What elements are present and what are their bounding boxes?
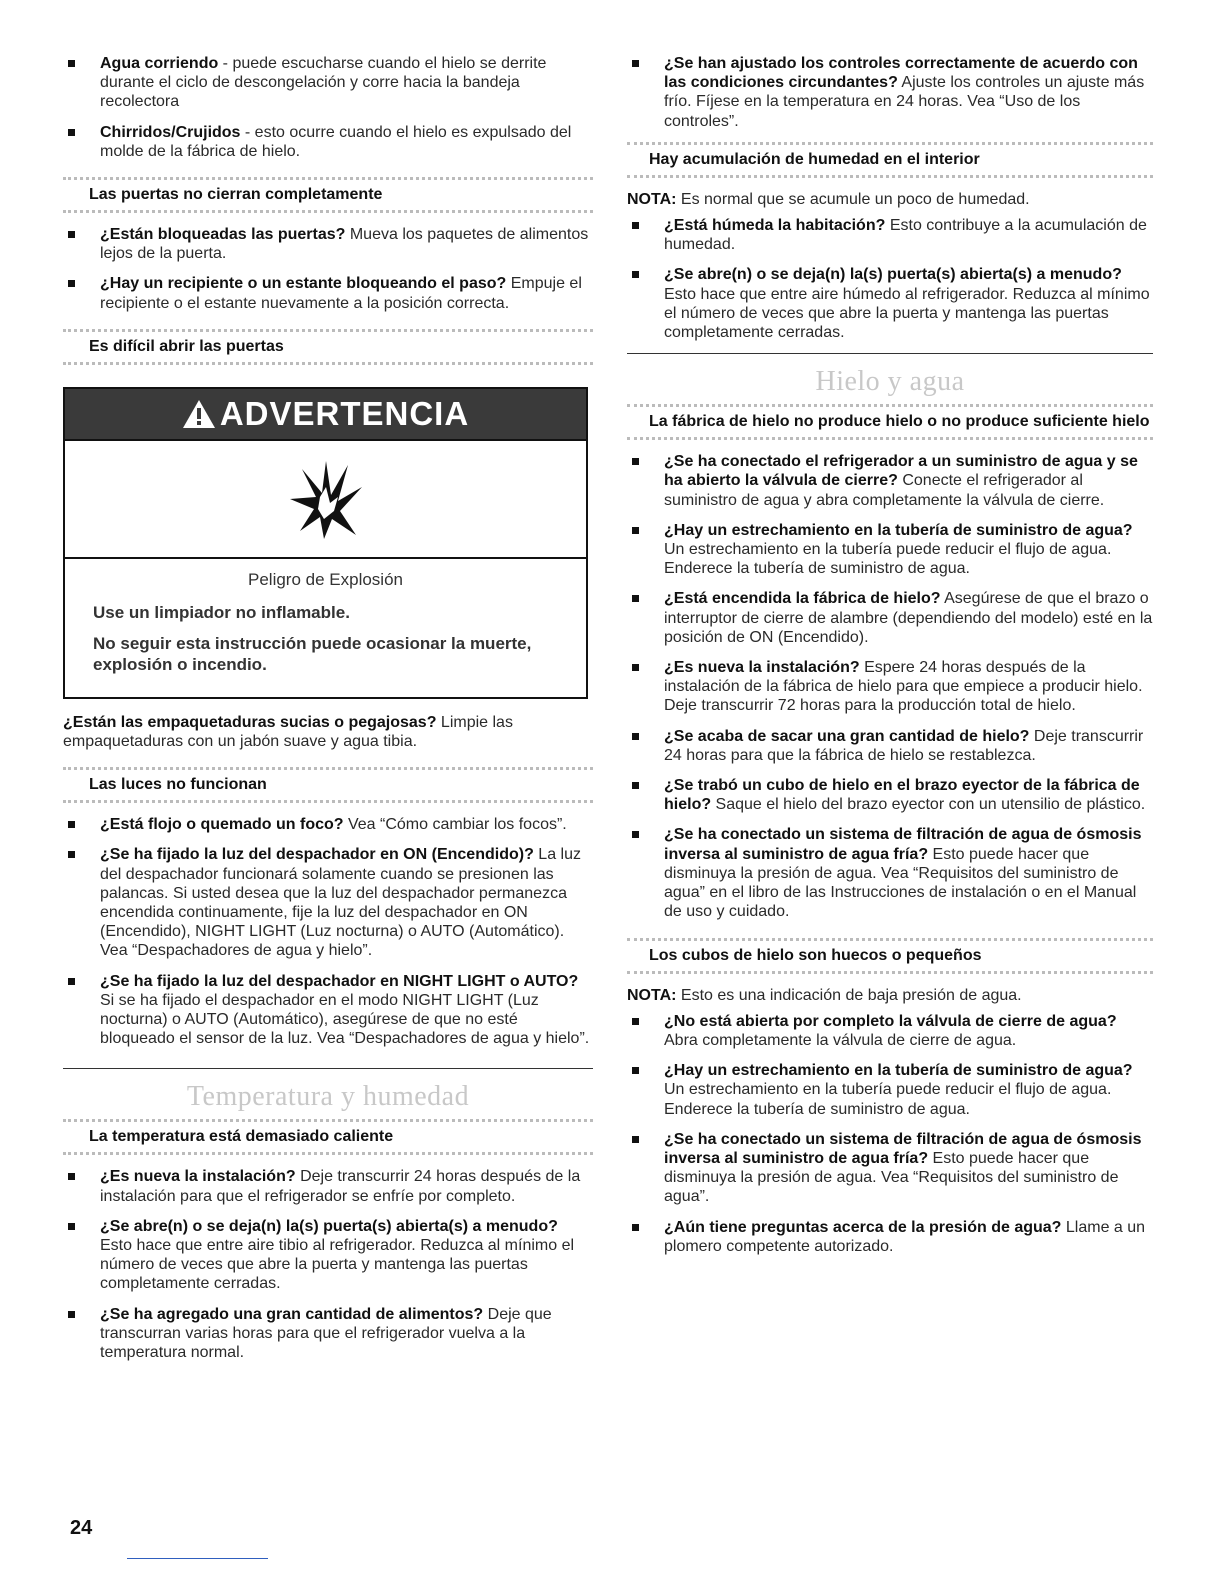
list-item <box>627 216 1153 254</box>
warning-title: ADVERTENCIA <box>219 394 470 432</box>
subheading-text: La temperatura está demasiado caliente <box>89 1128 394 1146</box>
list-item <box>63 1167 593 1205</box>
item-title: ¿Se abre(n) o se deja(n) la(s) puerta(s) abierta(s) a menudo? <box>664 266 1122 284</box>
item-title: ¿Se ha conectado un sistema de filtración de agua de ósmosis inversa al suministro de agua fría? <box>664 826 1142 863</box>
list-item <box>63 225 593 263</box>
subheading-doors-open <box>63 329 593 365</box>
list-item <box>627 265 1153 342</box>
warning-box <box>63 387 588 699</box>
item-title: ¿Están bloqueadas las puertas? <box>100 226 346 244</box>
item-title: ¿Está flojo o quemado un foco? <box>100 816 344 834</box>
warning-hazard: Peligro de Explosión <box>248 569 403 589</box>
subheading-ice <box>627 404 1153 440</box>
list-item <box>627 1130 1153 1207</box>
item-title: ¿Se ha fijado la luz del despachador en ON (Encendido)? <box>100 846 534 864</box>
right-column <box>627 54 1153 1267</box>
item-title: Agua corriendo <box>100 55 219 72</box>
warning-line: No seguir esta instrucción puede ocasionar la muerte, explosión o incendio. <box>93 633 532 674</box>
item-text: Vea “Cómo cambiar los focos”. <box>343 816 567 834</box>
item-text: Deje transcurrir 24 horas después de la instalación para que el refrigerador se enfríe por completo. <box>100 1168 581 1205</box>
list-item <box>627 54 1153 131</box>
item-title: Chirridos/Crujidos <box>100 123 241 141</box>
subheading-lights <box>63 767 593 803</box>
item-text: Conecte el refrigerador al suministro de agua y abra completamente la válvula de cierre. <box>664 472 1105 509</box>
list-item <box>627 589 1153 647</box>
item-text: Deje transcurrir 24 horas para que la fábrica de hielo se restablezca. <box>664 727 1144 764</box>
note-text: Es normal que se acumule un poco de humedad. <box>676 190 1030 208</box>
item-title: ¿Se abre(n) o se deja(n) la(s) puerta(s) abierta(s) a menudo? <box>100 1217 558 1235</box>
subheading-text: Es difícil abrir las puertas <box>89 337 284 355</box>
item-title: ¿Está encendida la fábrica de hielo? <box>664 590 941 608</box>
explosion-pictogram <box>65 441 586 559</box>
warning-line: Use un limpiador no inflamable. <box>93 602 350 622</box>
list-item <box>63 1217 593 1294</box>
list-item <box>63 54 593 112</box>
list-item <box>63 972 593 1049</box>
item-text: Asegúrese de que el brazo o interruptor de cierre de alambre (dependiendo del modelo) esté en la posición de ON (Encendido). <box>664 590 1153 646</box>
list-item <box>627 1012 1153 1050</box>
subheading-text: Las puertas no cierran completamente <box>89 186 383 204</box>
subheading-humidity <box>627 142 1153 178</box>
item-title: ¿Es nueva la instalación? <box>100 1168 296 1186</box>
item-title: ¿Están las empaquetaduras sucias o pegajosas? <box>63 713 437 731</box>
list-item <box>627 452 1153 510</box>
item-text: - esto ocurre cuando el hielo es expulsado del molde de la fábrica de hielo. <box>100 123 572 160</box>
item-text: Esto hace que entre aire húmedo al refrigerador. Reduzca al mínimo el número de veces que abre la puerta y mantenga las puertas completamente cerradas. <box>664 285 1150 342</box>
note-label: NOTA: <box>627 190 677 208</box>
item-text: Abra completamente la válvula de cierre de agua. <box>664 1031 1017 1049</box>
subheading-text: Hay acumulación de humedad en el interior <box>649 150 980 168</box>
paragraph <box>63 713 593 751</box>
item-text: - puede escucharse cuando el hielo se derrite durante el ciclo de descongelación y corre hacia la bandeja recolectora <box>100 55 547 111</box>
list-item <box>63 845 593 960</box>
explosion-icon <box>286 457 366 541</box>
section-rule <box>63 1068 593 1069</box>
item-text: Si se ha fijado el despachador en el modo NIGHT LIGHT (Luz nocturna) o AUTO (Automático), asegúrese de que no esté bloqueado el sensor de la luz. Vea “Despachadores de agua y hielo”. <box>100 991 590 1048</box>
subheading-text: Las luces no funcionan <box>89 776 267 794</box>
item-text: Saque el hielo del brazo eyector con un utensilio de plástico. <box>711 796 1146 814</box>
note-label: NOTA: <box>627 986 677 1004</box>
item-text: La luz del despachador funcionará solamente cuando se presionen las palancas. Si usted desea que la luz del despachador permanezca encendida continuamente, fije la luz del despachador en ON (Encendido), NIGHT LIGHT (Luz nocturna) o AUTO (Automático). Vea “Despachadores de agua y hielo”. <box>100 846 581 960</box>
subheading-temp <box>63 1119 593 1155</box>
item-text: Esto contribuye a la acumulación de humedad. <box>664 217 1147 254</box>
item-text: Llame a un plomero competente autorizado. <box>664 1218 1146 1255</box>
item-text: Un estrechamiento en la tubería puede reducir el flujo de agua. Enderece la tubería de suministro de agua. <box>664 1081 1112 1118</box>
item-text: Esto puede hacer que disminuya la presión de agua. Vea “Requisitos del suministro de agua”. <box>664 1149 1119 1206</box>
subheading-doors-close <box>63 177 593 213</box>
item-text: Ajuste los controles un ajuste más frío. Fíjese en la temperatura en 24 horas. Vea “Uso de los controles”. <box>664 74 1145 130</box>
list-item <box>627 521 1153 579</box>
page-number: 24 <box>70 1517 93 1539</box>
list-item <box>627 1061 1153 1119</box>
subheading-text: La fábrica de hielo no produce hielo o no produce suficiente hielo <box>649 413 1150 431</box>
item-title: ¿Se trabó un cubo de hielo en el brazo eyector de la fábrica de hielo? <box>664 777 1140 814</box>
item-text: Un estrechamiento en la tubería puede reducir el flujo de agua. Enderece la tubería de suministro de agua. <box>664 541 1112 578</box>
left-column <box>63 54 593 1373</box>
section-title: Temperatura y humedad <box>186 1081 470 1113</box>
subheading-text: Los cubos de hielo son huecos o pequeños <box>649 946 982 964</box>
list-item <box>627 825 1153 921</box>
warning-header <box>65 389 586 441</box>
item-title: ¿Es nueva la instalación? <box>664 659 860 677</box>
item-title: ¿Se ha agregado una gran cantidad de alimentos? <box>100 1305 484 1323</box>
item-title: ¿Aún tiene preguntas acerca de la presión de agua? <box>664 1218 1062 1236</box>
section-title: Hielo y agua <box>815 366 965 398</box>
list-item <box>63 1305 593 1363</box>
list-item <box>627 658 1153 716</box>
warning-body <box>65 559 586 697</box>
list-item <box>627 727 1153 765</box>
item-title: ¿Se ha conectado el refrigerador a un suministro de agua y se ha abierto la válvula de cierre? <box>664 453 1138 490</box>
item-text: Empuje el recipiente o el estante nuevamente a la posición correcta. <box>100 275 582 312</box>
item-title: ¿Hay un estrechamiento en la tubería de suministro de agua? <box>664 521 1133 539</box>
section-rule <box>627 353 1153 354</box>
item-text: Deje que transcurran varias horas para que el refrigerador vuelva a la temperatura normal. <box>100 1305 552 1362</box>
item-text: Esto puede hacer que disminuya la presión de agua. Vea “Requisitos del suministro de agua” en el libro de las Instrucciones de instalación o en el Manual de uso y cuidado. <box>664 845 1137 921</box>
item-title: ¿No está abierta por completo la válvula de cierre de agua? <box>664 1012 1117 1030</box>
item-title: ¿Se acaba de sacar una gran cantidad de hielo? <box>664 727 1030 745</box>
item-title: ¿Hay un recipiente o un estante bloqueando el paso? <box>100 275 507 293</box>
item-text: Mueva los paquetes de alimentos lejos de la puerta. <box>100 226 589 263</box>
note-text: Esto es una indicación de baja presión de agua. <box>676 986 1022 1004</box>
footer-link-line <box>127 1558 268 1559</box>
item-text: Limpie las empaquetaduras con un jabón suave y agua tibia. <box>63 713 513 751</box>
item-text: Espere 24 horas después de la instalación de la fábrica de hielo para que empiece a producir hielo. Deje transcurrir 72 horas para la producción total de hielo. <box>664 659 1143 715</box>
item-title: ¿Se ha conectado un sistema de filtración de agua de ósmosis inversa al suministro de agua fría? <box>664 1130 1142 1167</box>
note <box>627 986 1153 1005</box>
item-text: Esto hace que entre aire tibio al refrigerador. Reduzca al mínimo el número de veces que abre la puerta y mantenga las puertas completamente cerradas. <box>100 1237 575 1293</box>
item-title: ¿Hay un estrechamiento en la tubería de suministro de agua? <box>664 1062 1133 1080</box>
warning-triangle-icon <box>182 399 216 429</box>
list-item <box>63 274 593 312</box>
list-item <box>627 776 1153 814</box>
item-title: ¿Se han ajustado los controles correctamente de acuerdo con las condiciones circundantes? <box>664 55 1138 92</box>
list-item <box>63 815 593 834</box>
item-title: ¿Está húmeda la habitación? <box>664 217 886 235</box>
note <box>627 190 1153 209</box>
item-title: ¿Se ha fijado la luz del despachador en NIGHT LIGHT o AUTO? <box>100 972 579 990</box>
subheading-hollow <box>627 938 1153 974</box>
list-item <box>627 1218 1153 1256</box>
list-item <box>63 123 593 161</box>
